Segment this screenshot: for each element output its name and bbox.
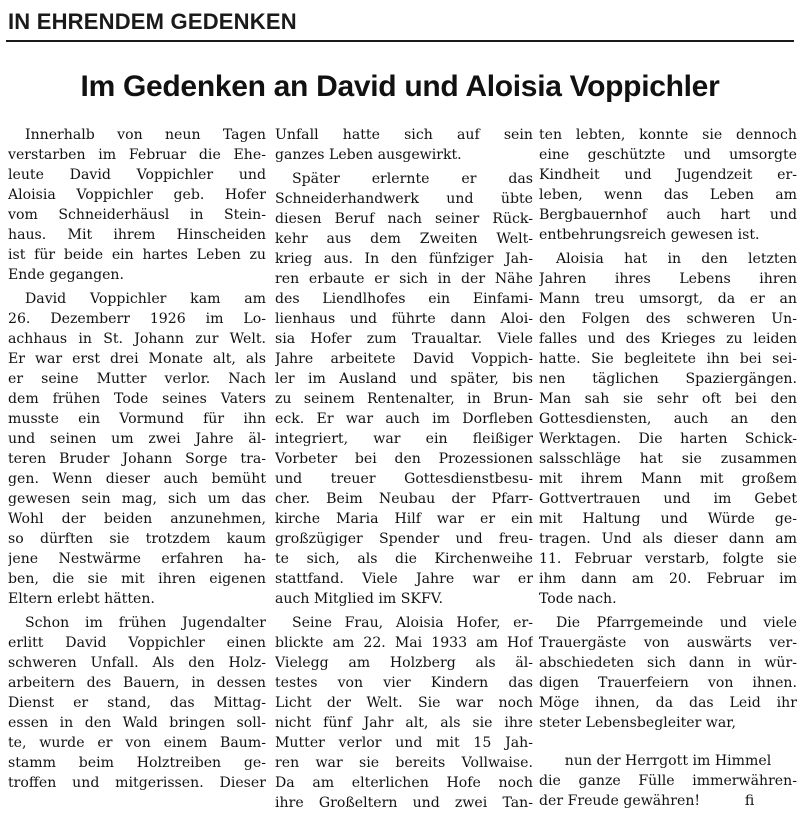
verse-line: die ganze Fülle immerwähren- [539,773,797,789]
text-line: nicht fünf Jahr alt, als sie ihre [275,715,533,731]
text-line: abschiedeten sich dann in wür- [539,655,797,671]
text-line: Seine Frau, Aloisia Hofer, er- [292,615,533,631]
text-line: leben, wenn das Leben am [539,187,797,203]
text-line: des Liendlhofes ein Einfami- [275,291,533,307]
text-line: steter Lebensbegleiter war, [539,715,736,731]
text-line: te sich, als die Kirchenweihe [275,551,533,567]
text-line: ganzes Leben ausgewirkt. [275,147,462,163]
text-line: mit Haltung und Würde ge- [539,511,797,527]
text-line: hatte. Sie begleitete ihn bei sei- [539,351,797,367]
text-line: falles und des Krieges zu leiden [539,331,797,347]
article-paragraph [275,613,533,813]
text-line: Gottesdiensten, auch an den [539,411,797,427]
article-column-1 [8,125,266,793]
text-line: jene Nestwärme erfahren ha- [8,551,266,567]
article-paragraph [275,169,533,609]
text-line: musste ein Vormund für ihn [8,411,266,427]
article-paragraph [539,125,797,245]
text-line: Man sah sie sehr oft bei den [539,391,797,407]
text-line: Gottvertrauen und im Gebet [539,491,797,507]
text-line: vom Schneiderhäusl in Stein- [8,207,266,223]
text-line: sia Hofer zum Traualtar. Viele [275,331,533,347]
text-line: ihre Großeltern und zwei Tan- [275,795,533,811]
text-line: Dienst er stand, das Mittag- [8,695,266,711]
text-line: salsschläge hat sie zusammen [539,451,797,467]
text-line: Er war erst drei Monate alt, als [8,351,266,367]
text-line: ben, die sie mit ihren eigenen [8,571,266,587]
article-column-3 [539,125,797,811]
text-line: arbeitern des Bauern, in dessen [8,675,266,691]
text-line: Aloisia hat in den letzten [556,251,797,267]
text-line: und seinen um zwei Jahre äl- [8,431,266,447]
text-line: ten lebten, konnte sie dennoch [539,127,797,143]
text-line: Möge ihnen, da das Leid ihr [539,695,797,711]
text-line: kirche Maria Hilf war er ein [275,511,533,527]
article-paragraph [539,613,797,733]
text-line: Jahre arbeitete David Voppich- [275,351,533,367]
text-line: er seine Mutter verlor. Nach [8,371,266,387]
text-line: Werktagen. Die harten Schick- [539,431,797,447]
text-line: ren war sie bereits Vollwaise. [275,755,533,771]
text-line: digen Trauerfeiern von ihnen. [539,675,797,691]
text-line: Da am elterlichen Hofe noch [275,775,533,791]
text-line: dem frühen Tode seines Vaters [8,391,266,407]
text-line: 11. Februar verstarb, folgte sie [539,551,797,567]
text-line: stattfand. Viele Jahre war er [275,571,533,587]
text-line: auch Mitglied im SKFV. [275,591,443,607]
verse-line: der Freude gewähren! fi [539,793,755,809]
article-paragraph [8,613,266,793]
text-line: nen täglichen Spaziergängen. [539,371,797,387]
text-line: Trauergäste von auswärts ver- [539,635,797,651]
text-line: 26. Dezemberr 1926 im Lo- [8,311,266,327]
text-line: Bergbauernhof auch hart und [539,207,797,223]
text-line: David Voppichler kam am [25,291,266,307]
text-line: verstarben im Februar die Ehe- [8,147,266,163]
text-line: stamm beim Holztreiben ge- [8,755,266,771]
text-line: Eltern erlebt hätten. [8,591,155,607]
article-paragraph [8,125,266,285]
text-line: blickte am 22. Mai 1933 am Hof [275,635,533,651]
text-line: Mutter verlor und mit 15 Jah- [275,735,533,751]
text-line: Wohl der beiden anzunehmen, [8,511,266,527]
text-line: Kindheit und Jugendzeit er- [539,167,797,183]
text-line: erlitt David Voppichler einen [8,635,266,651]
text-line: Mann treu umsorgt, da er an [539,291,797,307]
text-line: Später erlernte er das [292,171,533,187]
text-line: Licht der Welt. Sie war noch [275,695,533,711]
text-line: so dürften sie trotzdem kaum [8,531,266,547]
text-line: Vorbeter bei den Prozessionen [275,451,533,467]
text-line: essen in den Wald bringen soll- [8,715,266,731]
text-line: Die Pfarrgemeinde und viele [556,615,797,631]
text-line: Tode nach. [539,591,617,607]
article-headline: Im Gedenken an David und Aloisia Voppichler [80,70,720,103]
verse-line: nun der Herrgott im Himmel [564,753,772,769]
text-line: Schneiderhandwerk und übte [275,191,533,207]
text-line: großzügiger Spender und freu- [275,531,533,547]
text-line: Unfall hatte sich auf sein [275,127,533,143]
text-line: schweren Unfall. Als den Holz- [8,655,266,671]
section-divider [6,40,794,42]
text-line: haus. Mit ihrem Hinscheiden [8,227,266,243]
closing-verse [539,751,797,811]
text-line: gewesen sein mag, sich um das [8,491,266,507]
text-line: diesen Beruf nach seiner Rück- [275,211,533,227]
article-paragraph [539,249,797,609]
section-label: IN EHRENDEM GEDENKEN [8,9,297,34]
text-line: eine geschützte und umsorgte [539,147,797,163]
article-column-2 [275,125,533,813]
text-line: zu seinem Rentenalter, in Brun- [275,391,533,407]
text-line: lienhaus und führte dann Aloi- [275,311,533,327]
text-line: und treuer Gottesdienstbesu- [275,471,533,487]
text-line: Aloisia Voppichler geb. Hofer [8,187,266,203]
text-line: ist für beide ein hartes Leben zu [8,247,266,263]
text-line: teren Bruder Johann Sorge tra- [8,451,266,467]
text-line: Ende gegangen. [8,267,124,283]
text-line: leute David Voppichler und [8,167,266,183]
text-line: mit ihrem Mann mit großem [539,471,797,487]
text-line: Vielegg am Holzberg als äl- [275,655,533,671]
text-line: den Folgen des schweren Un- [539,311,797,327]
text-line: Schon im frühen Jugendalter [25,615,266,631]
text-line: Innerhalb von neun Tagen [25,127,266,143]
text-line: gen. Wenn dieser auch bemüht [8,471,266,487]
text-line: Jahren ihres Lebens ihren [539,271,797,287]
text-line: integriert, war ein fleißiger [275,431,533,447]
text-line: entbehrungsreich gewesen ist. [539,227,760,243]
text-line: ihm dann am 20. Februar im [539,571,797,587]
text-line: te, wurde er von einem Baum- [8,735,266,751]
text-line: cher. Beim Neubau der Pfarr- [275,491,533,507]
text-line: ren erbaute er sich in der Nähe [275,271,533,287]
text-line: krieg aus. In den fünfziger Jah- [275,251,533,267]
text-line: achhaus in St. Johann zur Welt. [8,331,266,347]
text-line: testes von vier Kindern das [275,675,533,691]
article-paragraph [275,125,533,165]
article-paragraph [8,289,266,609]
text-line: kehr aus dem Zweiten Welt- [275,231,533,247]
text-line: eck. Er war auch im Dorfleben [275,411,533,427]
text-line: troffen und mitgerissen. Dieser [8,775,266,791]
text-line: ler im Ausland und später, bis [275,371,533,387]
text-line: tragen. Und als dieser dann am [539,531,797,547]
